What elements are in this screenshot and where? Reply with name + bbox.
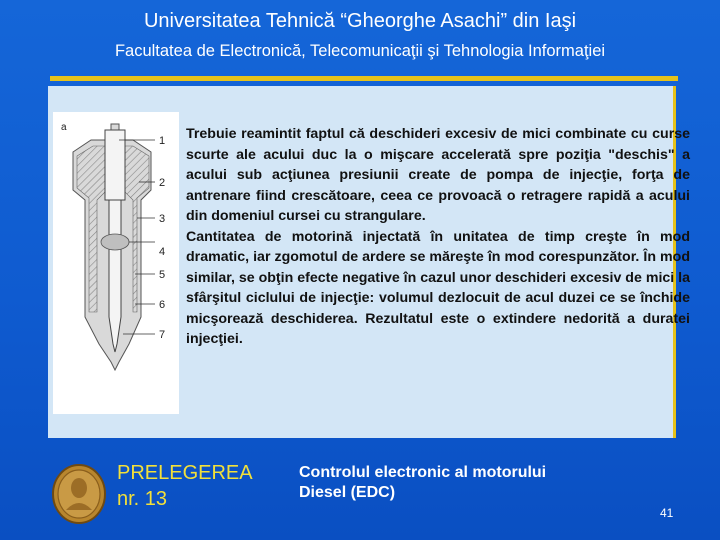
faculty-title: Facultatea de Electronică, Telecomunicaţii şi Tehnologia Informaţiei — [114, 42, 606, 60]
injector-nozzle-diagram — [53, 112, 179, 414]
title-divider — [50, 76, 678, 81]
injector-nozzle-figure — [53, 112, 179, 414]
body-text — [186, 124, 690, 350]
callout-7: 7 — [159, 329, 166, 341]
callout-2: 2 — [159, 177, 166, 189]
paragraph-2: Cantitatea de motorină injectată în unitatea de timp creşte în mod dramatic, iar zgomotul de ardere se măreşte în mod corespunzător. În mod similar, se obţin efecte negative în cazul unor deschideri excesiv de mici la sfârşitul ciclului de injecţie: volumul dezlocuit de acul duzei ce se închide micşorează deschiderea. Rezultatul este o extindere nedorită a duratei injecţiei. — [186, 228, 690, 347]
course-title — [299, 463, 546, 503]
medallion-icon — [52, 464, 106, 524]
lecture-number: nr. 13 — [117, 488, 168, 510]
figure-panel-label: a — [61, 122, 67, 133]
lecture-label — [117, 460, 253, 512]
callout-4: 4 — [159, 246, 166, 258]
callout-6: 6 — [159, 299, 166, 311]
university-seal-logo — [52, 464, 106, 524]
university-title: Universitatea Tehnică “Gheorghe Asachi” din Iaşi — [143, 10, 577, 32]
callout-3: 3 — [159, 213, 166, 225]
callout-1: 1 — [159, 135, 166, 147]
page-number: 41 — [660, 506, 674, 520]
lecture-title: PRELEGEREA — [117, 462, 253, 484]
paragraph-1: Trebuie reamintit faptul că deschideri excesiv de mici combinate cu curse scurte ale acului duc la o mişcare accelerată spre poziţia "deschis" a acului sub acţiunea presiunii create de pompa de injecţie, forţa de antrenare fiind crescătoare, ceea ce provoacă o retragere rapidă a acului din domeniul cursei cu strangulare. — [186, 126, 690, 224]
callout-5: 5 — [159, 269, 166, 281]
course-title-line1: Controlul electronic al motorului — [299, 464, 547, 481]
course-title-line2: Diesel (EDC) — [299, 484, 396, 501]
